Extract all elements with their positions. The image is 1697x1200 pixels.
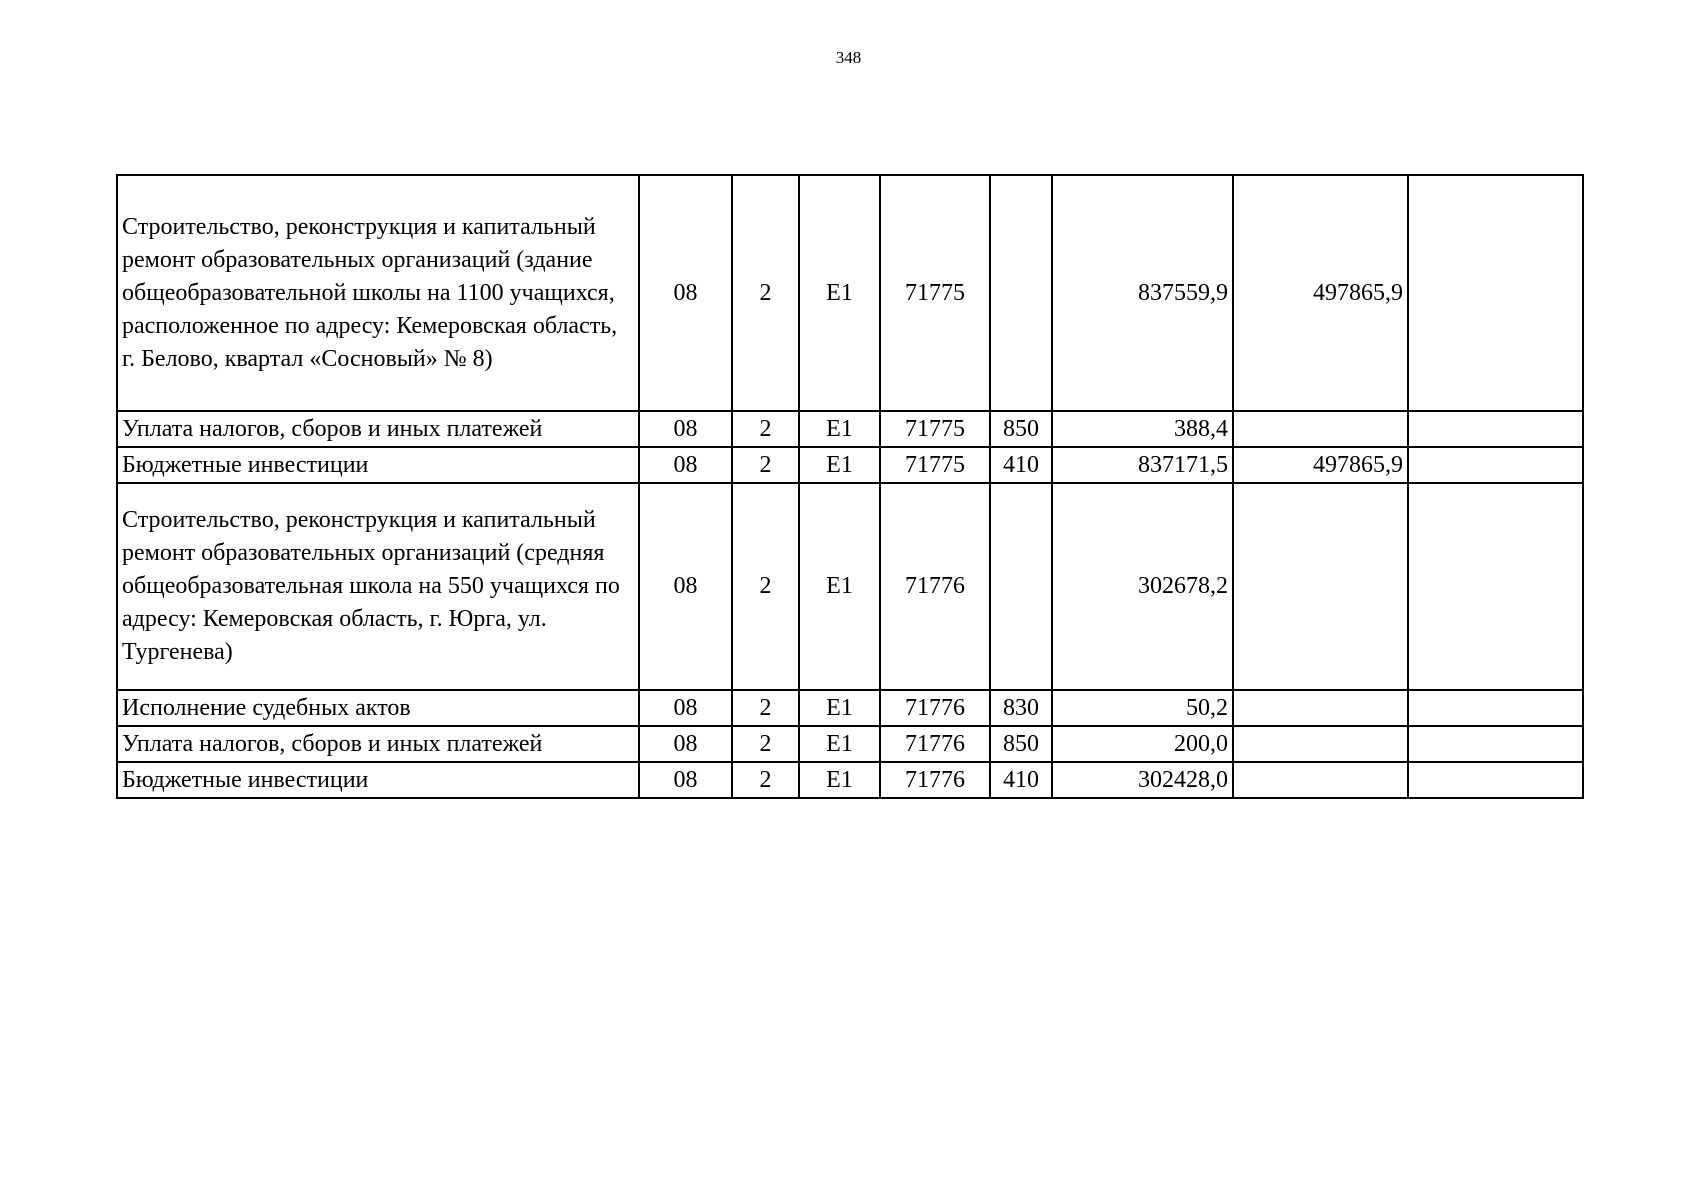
subprogram-cell: 2 — [732, 762, 799, 798]
expense-type-cell — [990, 175, 1052, 411]
subprogram-cell: 2 — [732, 447, 799, 483]
section-cell: 08 — [639, 447, 732, 483]
table-row — [117, 762, 1583, 798]
table-row — [117, 175, 1583, 411]
project-cell: E1 — [799, 690, 880, 726]
amount-2-cell: 497865,9 — [1233, 175, 1408, 411]
amount-1-cell: 302678,2 — [1052, 483, 1233, 690]
amount-1-cell: 837559,9 — [1052, 175, 1233, 411]
subprogram-cell: 2 — [732, 483, 799, 690]
project-cell: E1 — [799, 726, 880, 762]
row-name-cell: Бюджетные инвестиции — [117, 762, 639, 798]
expense-type-cell: 830 — [990, 690, 1052, 726]
section-cell: 08 — [639, 762, 732, 798]
budget-table — [116, 174, 1584, 799]
amount-2-cell — [1233, 726, 1408, 762]
section-cell: 08 — [639, 175, 732, 411]
direction-cell: 71776 — [880, 690, 990, 726]
section-cell: 08 — [639, 726, 732, 762]
amount-1-cell: 200,0 — [1052, 726, 1233, 762]
direction-cell: 71775 — [880, 175, 990, 411]
amount-2-cell — [1233, 690, 1408, 726]
row-name-cell: Исполнение судебных актов — [117, 690, 639, 726]
expense-type-cell: 410 — [990, 447, 1052, 483]
section-cell: 08 — [639, 483, 732, 690]
amount-3-cell — [1408, 447, 1583, 483]
project-cell: E1 — [799, 411, 880, 447]
expense-type-cell: 850 — [990, 726, 1052, 762]
direction-cell: 71776 — [880, 762, 990, 798]
row-name-cell: Строительство, реконструкция и капитальный ремонт образовательных организаций (средняя общеобразовательная школа на 550 учащихся по адресу: Кемеровская область, г. Юрга, ул. Тургенева) — [117, 483, 639, 690]
amount-3-cell — [1408, 762, 1583, 798]
direction-cell: 71775 — [880, 447, 990, 483]
page-number: 348 — [835, 48, 862, 67]
expense-type-cell: 850 — [990, 411, 1052, 447]
project-cell: E1 — [799, 762, 880, 798]
table-row — [117, 483, 1583, 690]
subprogram-cell: 2 — [732, 175, 799, 411]
row-name-cell: Уплата налогов, сборов и иных платежей — [117, 726, 639, 762]
project-cell: E1 — [799, 175, 880, 411]
expense-type-cell: 410 — [990, 762, 1052, 798]
project-cell: E1 — [799, 483, 880, 690]
project-cell: E1 — [799, 447, 880, 483]
row-name-cell: Уплата налогов, сборов и иных платежей — [117, 411, 639, 447]
direction-cell: 71776 — [880, 726, 990, 762]
amount-2-cell — [1233, 762, 1408, 798]
expense-type-cell — [990, 483, 1052, 690]
amount-2-cell — [1233, 483, 1408, 690]
amount-3-cell — [1408, 411, 1583, 447]
amount-3-cell — [1408, 483, 1583, 690]
table-row — [117, 726, 1583, 762]
direction-cell: 71775 — [880, 411, 990, 447]
direction-cell: 71776 — [880, 483, 990, 690]
amount-3-cell — [1408, 690, 1583, 726]
table-row — [117, 690, 1583, 726]
amount-2-cell: 497865,9 — [1233, 447, 1408, 483]
section-cell: 08 — [639, 690, 732, 726]
amount-1-cell: 302428,0 — [1052, 762, 1233, 798]
amount-1-cell: 50,2 — [1052, 690, 1233, 726]
subprogram-cell: 2 — [732, 690, 799, 726]
amount-1-cell: 388,4 — [1052, 411, 1233, 447]
table-row — [117, 411, 1583, 447]
amount-1-cell: 837171,5 — [1052, 447, 1233, 483]
row-name-cell: Строительство, реконструкция и капитальный ремонт образовательных организаций (здание общеобразовательной школы на 1100 учащихся, расположенное по адресу: Кемеровская область, г. Белово, квартал «Сосновый» № 8) — [117, 175, 639, 411]
amount-3-cell — [1408, 726, 1583, 762]
amount-2-cell — [1233, 411, 1408, 447]
row-name-cell: Бюджетные инвестиции — [117, 447, 639, 483]
table-row — [117, 447, 1583, 483]
subprogram-cell: 2 — [732, 411, 799, 447]
amount-3-cell — [1408, 175, 1583, 411]
subprogram-cell: 2 — [732, 726, 799, 762]
section-cell: 08 — [639, 411, 732, 447]
